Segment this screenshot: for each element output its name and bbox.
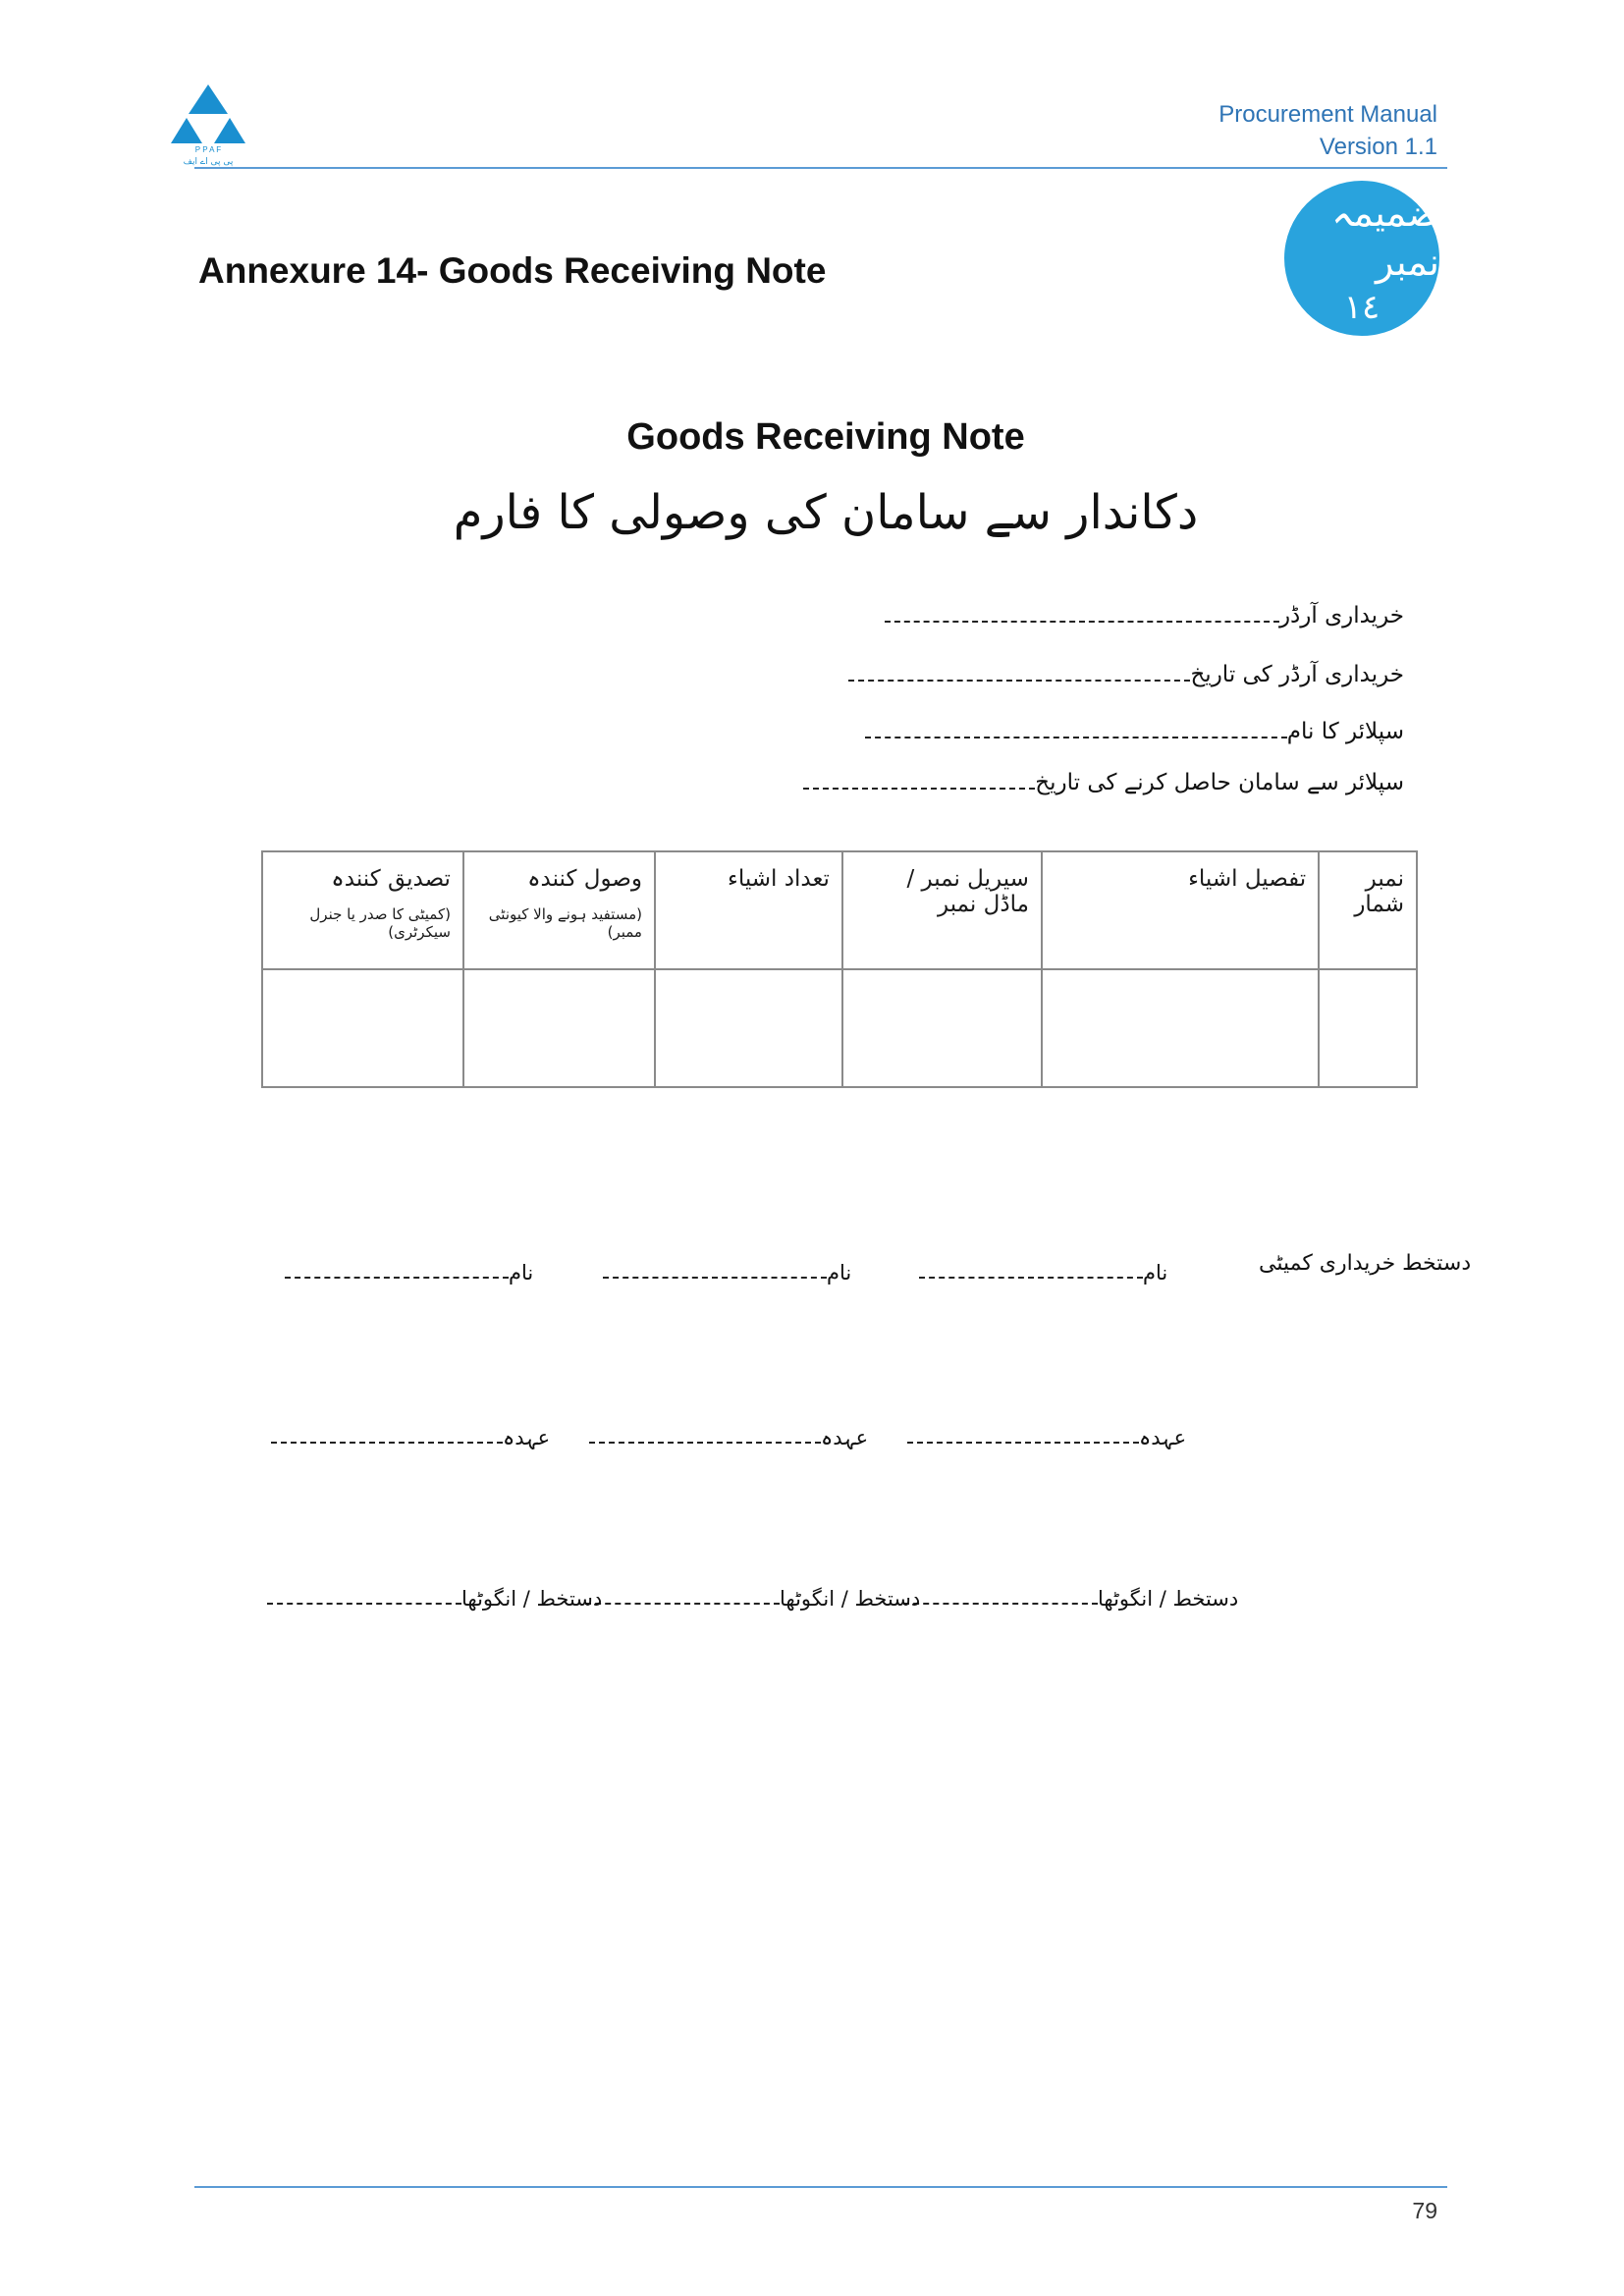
- member-3-signature-field[interactable]: [267, 1575, 602, 1611]
- receipt-date-field[interactable]: [803, 756, 1404, 795]
- signature-label: دستخط / انگوٹھا: [1098, 1587, 1239, 1611]
- cell-quantity[interactable]: [655, 969, 842, 1087]
- manual-title: Procurement Manual: [1218, 101, 1437, 128]
- form-title: Goods Receiving Note: [626, 416, 1025, 458]
- cell-receiver[interactable]: [463, 969, 655, 1087]
- member-3-signature-line[interactable]: [267, 1603, 461, 1605]
- badge-label: ضمیمہ نمبر: [1331, 191, 1439, 284]
- column-receiver: وصول کنندہ (مستفید ہونے والا کیونٹی ممبر): [463, 851, 655, 969]
- purchase-order-date-line[interactable]: [848, 680, 1190, 682]
- table-header-row: [262, 851, 1417, 969]
- designation-label: عہدہ: [503, 1426, 551, 1449]
- name-label: نام: [509, 1261, 534, 1285]
- member-1-name-field[interactable]: [919, 1249, 1167, 1285]
- column-item-details: تفصیل اشیاء: [1042, 851, 1319, 969]
- member-3-name-line[interactable]: [285, 1277, 509, 1279]
- logo-caption: پی پی اے ایف: [183, 157, 234, 167]
- logo-letters: P P A F: [194, 145, 222, 154]
- receipt-date-label: سپلائر سے سامان حاصل کرنے کی تاریخ: [1035, 770, 1404, 795]
- designation-label: عہدہ: [821, 1426, 869, 1449]
- supplier-name-label: سپلائر کا نام: [1286, 719, 1404, 744]
- member-1-signature-line[interactable]: [903, 1603, 1098, 1605]
- signature-label: دستخط / انگوٹھا: [461, 1587, 603, 1611]
- name-label: نام: [1143, 1261, 1168, 1285]
- version-label: Version 1.1: [1319, 134, 1437, 160]
- purchase-order-line[interactable]: [885, 621, 1279, 623]
- column-quantity: تعداد اشیاء: [655, 851, 842, 969]
- member-2-name-line[interactable]: [603, 1277, 827, 1279]
- column-serial-model-number: سیریل نمبر / ماڈل نمبر: [842, 851, 1042, 969]
- purchase-order-date-field[interactable]: [848, 648, 1404, 687]
- purchase-order-date-label: خریداری آرڈر کی تاریخ: [1190, 662, 1404, 687]
- member-3-designation-line[interactable]: [271, 1442, 503, 1444]
- receipt-date-line[interactable]: [803, 788, 1035, 790]
- supplier-name-field[interactable]: [865, 705, 1404, 744]
- page-number: 79: [1412, 2198, 1437, 2223]
- form-subtitle-urdu: دکاندار سے سامان کی وصولی کا فارم: [453, 485, 1199, 540]
- column-verifier: تصدیق کنندہ (کمیٹی کا صدر یا جنرل سیکرٹری): [262, 851, 463, 969]
- member-2-signature-field[interactable]: [585, 1575, 920, 1611]
- cell-serial-model-number[interactable]: [842, 969, 1042, 1087]
- ppaf-logo: [169, 82, 247, 167]
- header-divider: [194, 167, 1447, 169]
- header-text: [1218, 98, 1437, 163]
- member-1-name-line[interactable]: [919, 1277, 1143, 1279]
- annexure-title: Annexure 14- Goods Receiving Note: [198, 250, 827, 291]
- member-1-designation-line[interactable]: [907, 1442, 1139, 1444]
- purchase-order-label: خریداری آرڈر: [1278, 603, 1404, 629]
- purchase-order-field[interactable]: [885, 589, 1404, 629]
- signature-label: دستخط / انگوٹھا: [780, 1587, 921, 1611]
- cell-serial-number[interactable]: [1319, 969, 1417, 1087]
- cell-item-details[interactable]: [1042, 969, 1319, 1087]
- member-2-name-field[interactable]: [603, 1249, 851, 1285]
- member-3-designation-field[interactable]: [271, 1414, 550, 1449]
- purchase-committee-signature-label: دستخط خریداری کمیٹی: [1259, 1251, 1472, 1276]
- cell-verifier[interactable]: [262, 969, 463, 1087]
- member-2-signature-line[interactable]: [585, 1603, 780, 1605]
- footer-divider: [194, 2186, 1447, 2188]
- designation-label: عہدہ: [1139, 1426, 1187, 1449]
- table-row: [262, 969, 1417, 1087]
- member-2-designation-field[interactable]: [589, 1414, 868, 1449]
- annexure-number-badge: [1284, 181, 1439, 336]
- supplier-name-line[interactable]: [865, 737, 1287, 738]
- goods-receiving-table: [261, 850, 1418, 1088]
- member-2-designation-line[interactable]: [589, 1442, 821, 1444]
- name-label: نام: [827, 1261, 852, 1285]
- member-1-designation-field[interactable]: [907, 1414, 1186, 1449]
- column-serial-number: نمبر شمار: [1319, 851, 1417, 969]
- badge-number: ١٤: [1343, 288, 1380, 327]
- member-3-name-field[interactable]: [285, 1249, 533, 1285]
- member-1-signature-field[interactable]: [903, 1575, 1238, 1611]
